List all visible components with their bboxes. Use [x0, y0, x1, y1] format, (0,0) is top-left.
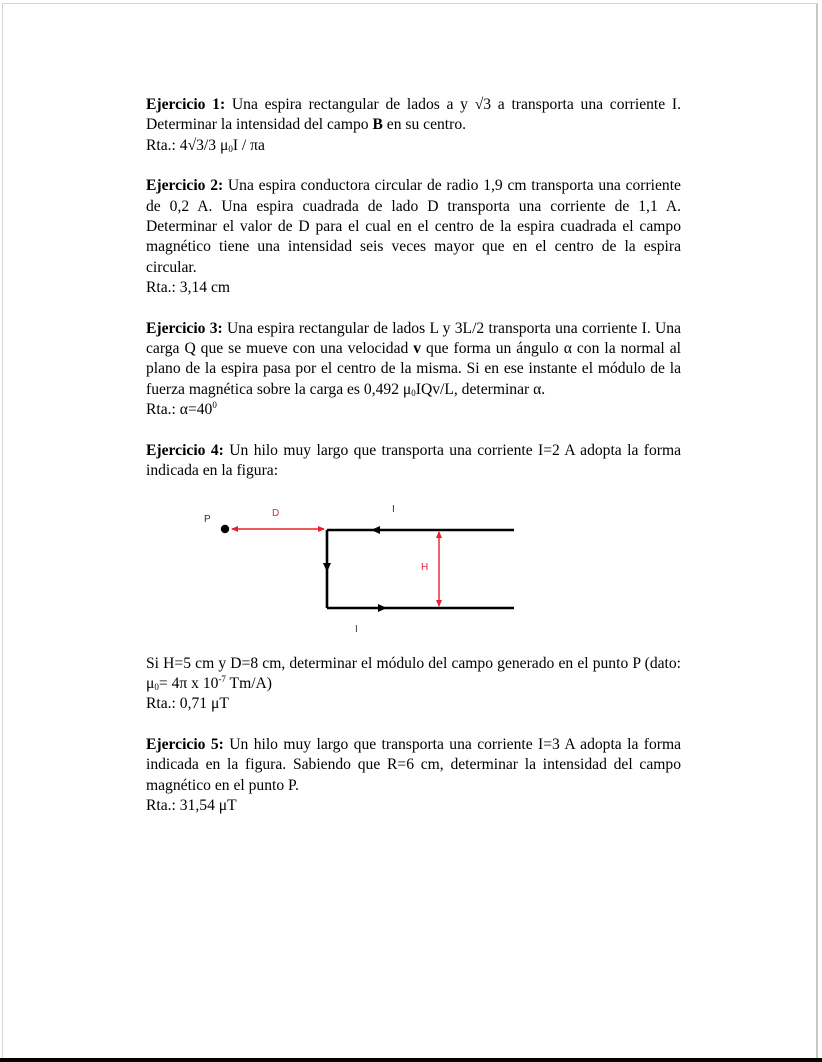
exercise-3-answer-prefix: Rta.: α=40 — [146, 401, 213, 419]
exercise-4-text: Un hilo muy largo que transporta una corriente I=2 A adopta la forma indicada en la figura: — [146, 441, 681, 480]
exercise-3-statement — [146, 319, 681, 401]
exercise-3-text-end: IQv/L, determinar α. — [415, 380, 546, 398]
exercise-4-answer: Rta.: 0,71 μT — [146, 695, 229, 713]
point-p-marker — [221, 524, 229, 532]
exercise-3-answer-sup: 0 — [212, 400, 217, 411]
exercise-2-title: Ejercicio 2: — [146, 177, 224, 195]
exercise-2-statement — [146, 176, 681, 278]
exercise-3-answer — [146, 400, 681, 420]
height-h-label: H — [421, 561, 429, 573]
exercise-5-title: Ejercicio 5: — [146, 735, 224, 753]
exercise-4-figure — [146, 490, 681, 650]
exercise-3-bold-v: v — [413, 340, 422, 358]
exercise-1-text: Una espira rectangular de lados a y √3 a transporta una corriente I. Determinar la intensidad del campo — [146, 96, 681, 134]
exercise-1-statement — [146, 95, 681, 136]
current-bottom-label: I — [355, 623, 358, 635]
exercise-1-text-end: en su centro. — [382, 116, 467, 134]
exercise-2 — [146, 176, 681, 298]
exercise-1-bold-b: B — [372, 116, 383, 134]
exercise-5 — [146, 735, 681, 817]
exercise-4 — [146, 441, 681, 715]
exercise-3-sub: 0 — [411, 387, 416, 398]
bottom-edge — [0, 1058, 822, 1062]
exercise-2-answer: Rta.: 3,14 cm — [146, 279, 231, 297]
current-top-label: I — [392, 503, 395, 515]
wire — [323, 526, 514, 612]
current-arrow-vertical-icon — [323, 563, 331, 572]
exercise-1 — [146, 95, 681, 156]
exercise-5-statement — [146, 735, 681, 796]
exercise-1-answer-sub: 0 — [228, 143, 233, 154]
exercise-1-answer-prefix: Rta.: 4√3/3 μ — [146, 136, 229, 154]
exercise-5-answer: Rta.: 31,54 μT — [146, 796, 237, 814]
exercise-4-question-end: Tm/A) — [225, 674, 272, 692]
exercise-3-text-mid: que forma un ángulo α con la normal al plano de la espira pasa por el centro de la misma. Si en ese instante el módulo de la fuerza magnética sobre la carga es 0,492 μ — [146, 340, 681, 398]
exercise-3-title: Ejercicio 3: — [146, 319, 223, 337]
wire-diagram — [0, 490, 822, 650]
distance-d-label: D — [272, 507, 280, 519]
exercise-3 — [146, 319, 681, 421]
exercise-1-answer-suffix: I / πa — [232, 136, 265, 154]
exercise-2-text: Una espira conductora circular de radio 1,9 cm transporta una corriente de 0,2 A. Una espira cuadrada de lado D transporta una corriente de 1,1 A. Determinar el valor de D para el cual en el centro de la espira cuadrada el campo magnético tiene una intensidad seis veces mayor que en el centro de la espira circular. — [146, 177, 681, 276]
current-arrow-bottom-icon — [378, 604, 387, 612]
current-arrow-top-icon — [371, 526, 380, 534]
exercise-4-question-sup: -7 — [218, 673, 226, 684]
exercise-4-statement — [146, 441, 681, 482]
exercise-4-question — [146, 654, 681, 695]
exercise-4-question-mid: = 4π x 10 — [158, 674, 219, 692]
point-p-label: P — [204, 513, 211, 525]
exercise-4-question-text: Si H=5 cm y D=8 cm, determinar el módulo del campo generado en el punto P (dato: μ — [146, 654, 681, 692]
exercise-5-text: Un hilo muy largo que transporta una corriente I=3 A adopta la forma indicada en la figura. Sabiendo que R=6 cm, determinar la intensidad del campo magnético en el punto P. — [146, 735, 681, 794]
exercise-1-title: Ejercicio 1: — [146, 96, 226, 113]
document-content — [146, 95, 681, 836]
exercise-4-title: Ejercicio 4: — [146, 441, 224, 459]
exercise-4-question-sub: 0 — [154, 681, 159, 692]
exercise-1-answer — [146, 136, 681, 156]
exercise-3-text: Una espira rectangular de lados L y 3L/2 transporta una corriente I. Una carga Q que se mueve con una velocidad — [146, 319, 681, 358]
